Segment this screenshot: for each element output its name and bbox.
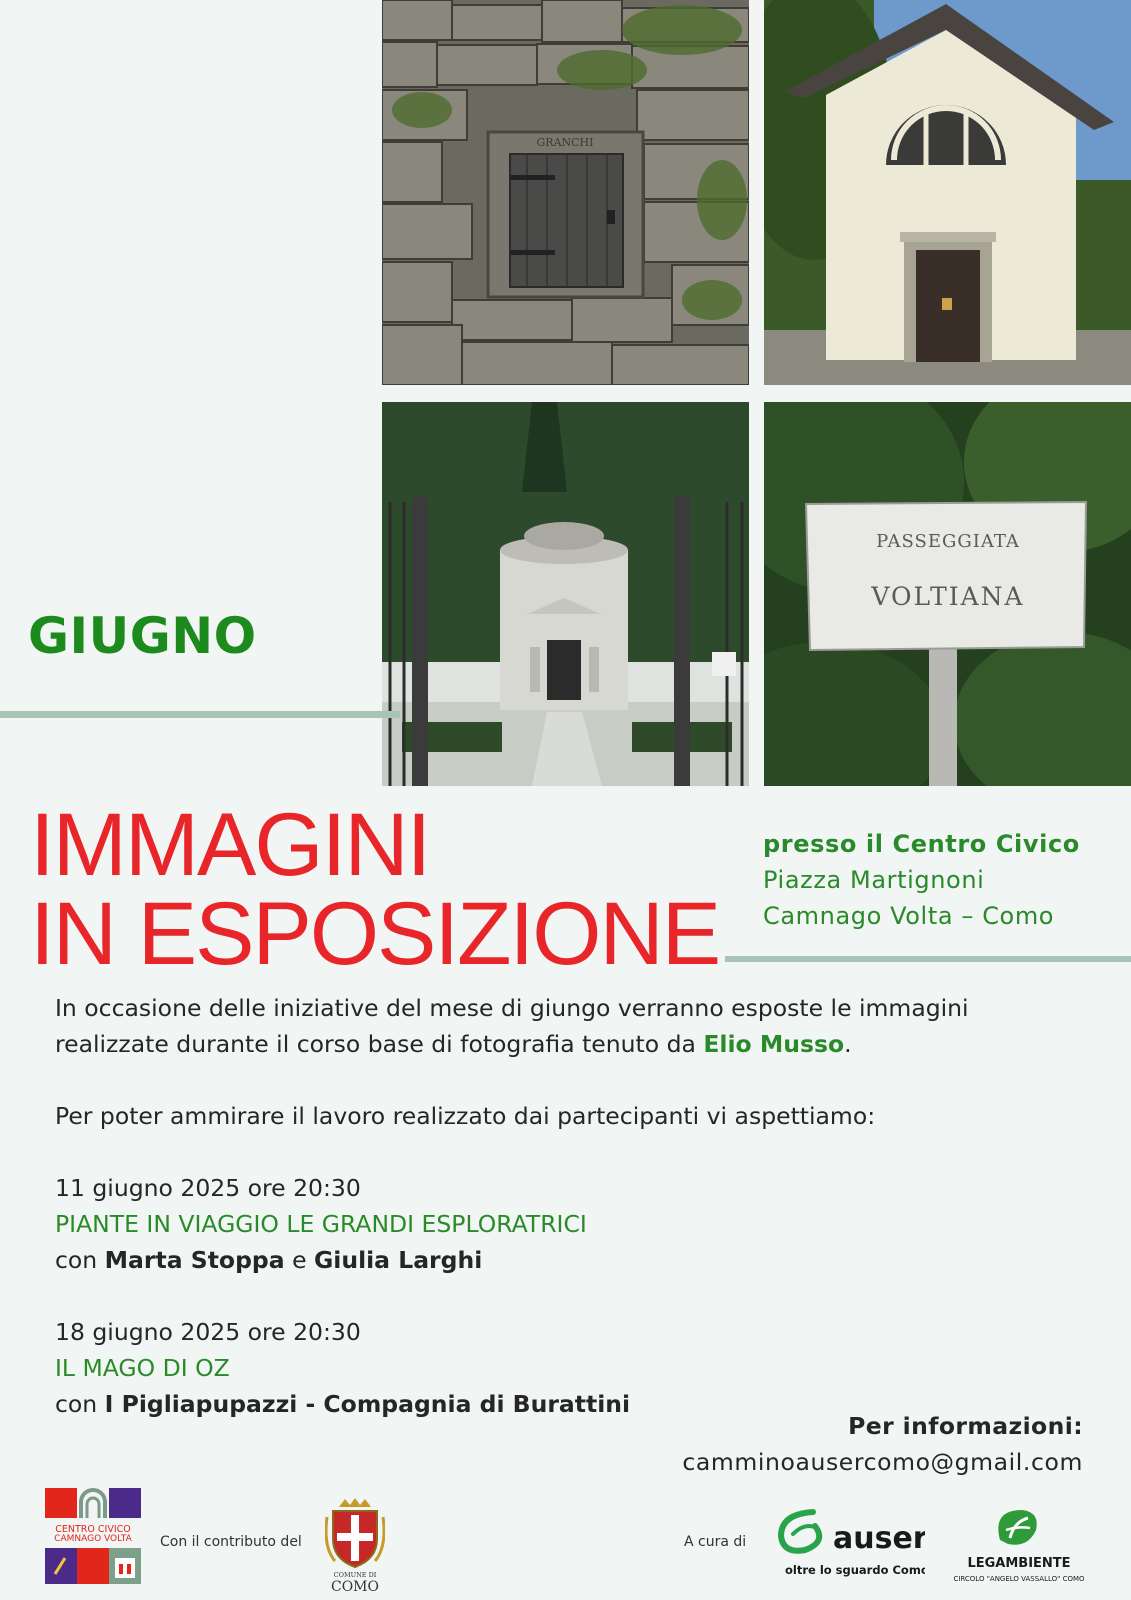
photo-stone-wall-door (382, 0, 749, 385)
centro-civico-logo (45, 1488, 141, 1584)
venue-line-1: presso il Centro Civico (763, 830, 1080, 858)
event-con: con (55, 1390, 105, 1418)
legambiente-logo (948, 1504, 1090, 1588)
leg-tagline: CIRCOLO "ANGELO VASSALLO" COMO (953, 1575, 1085, 1583)
event-con: con (55, 1246, 105, 1274)
description-period: . (844, 1030, 852, 1058)
photo-passeggiata-sign (764, 402, 1131, 786)
venue-block (763, 826, 1080, 934)
sign-line1: PASSEGGIATA (876, 531, 1020, 552)
description-line-1: In occasione delle iniziative del mese di giungo verranno esposte le immagini (55, 994, 969, 1022)
event-guest: I Pigliapupazzi - Compagnia di Burattini (104, 1390, 631, 1418)
venue-line-2: Piazza Martignoni (763, 866, 985, 894)
cc-line1: CENTRO CIVICO (55, 1524, 131, 1535)
auser-logo (775, 1504, 925, 1584)
event-guest: Giulia Larghi (314, 1246, 483, 1274)
info-heading: Per informazioni: (848, 1412, 1083, 1440)
event-title: IL MAGO DI OZ (55, 1354, 230, 1382)
event-date: 11 giugno 2025 ore 20:30 (55, 1174, 361, 1202)
como-big: COMO (330, 1579, 380, 1593)
cc-line2: CAMNAGO VOLTA (54, 1534, 132, 1544)
title-line-1: IMMAGINI (30, 794, 430, 894)
divider-right (725, 956, 1131, 962)
event-item (55, 1314, 1095, 1422)
photo-mausoleum (382, 402, 749, 786)
title-line-2: IN ESPOSIZIONE (30, 883, 720, 983)
instructor-name: Elio Musso (703, 1030, 845, 1058)
como-small: COMUNE DI (333, 1571, 377, 1579)
event-guests (55, 1242, 1095, 1278)
event-date: 18 giugno 2025 ore 20:30 (55, 1318, 361, 1346)
event-title: PIANTE IN VIAGGIO LE GRANDI ESPLORATRICI (55, 1210, 587, 1238)
auser-wordmark: auser (833, 1521, 925, 1556)
month-label: GIUGNO (28, 607, 257, 665)
venue-line-3: Camnago Volta – Como (763, 902, 1055, 930)
event-guest: Marta Stoppa (104, 1246, 285, 1274)
auser-tagline: oltre lo sguardo Como (785, 1563, 925, 1577)
event-and: e (284, 1246, 314, 1274)
cura-label: A cura di (684, 1534, 747, 1550)
info-block (682, 1408, 1083, 1480)
page-title (30, 794, 730, 983)
event-item (55, 1170, 1095, 1278)
info-email-link[interactable]: camminoausercomo@gmail.com (682, 1448, 1083, 1476)
sign-line2: VOLTIANA (871, 582, 1025, 611)
description-block (55, 990, 1095, 1422)
leg-wordmark: LEGAMBIENTE (967, 1556, 1071, 1571)
contrib-label: Con il contributo del (160, 1534, 302, 1550)
description-line-2 (55, 1026, 1095, 1062)
divider-left (0, 711, 400, 718)
photo-chapel (764, 0, 1131, 385)
description-text: realizzate durante il corso base di fotografia tenuto da (55, 1030, 704, 1058)
comune-como-crest (325, 1497, 385, 1593)
door-inscription: GRANCHI (536, 136, 594, 149)
invitation-text: Per poter ammirare il lavoro realizzato dai partecipanti vi aspettiamo: (55, 1102, 876, 1130)
